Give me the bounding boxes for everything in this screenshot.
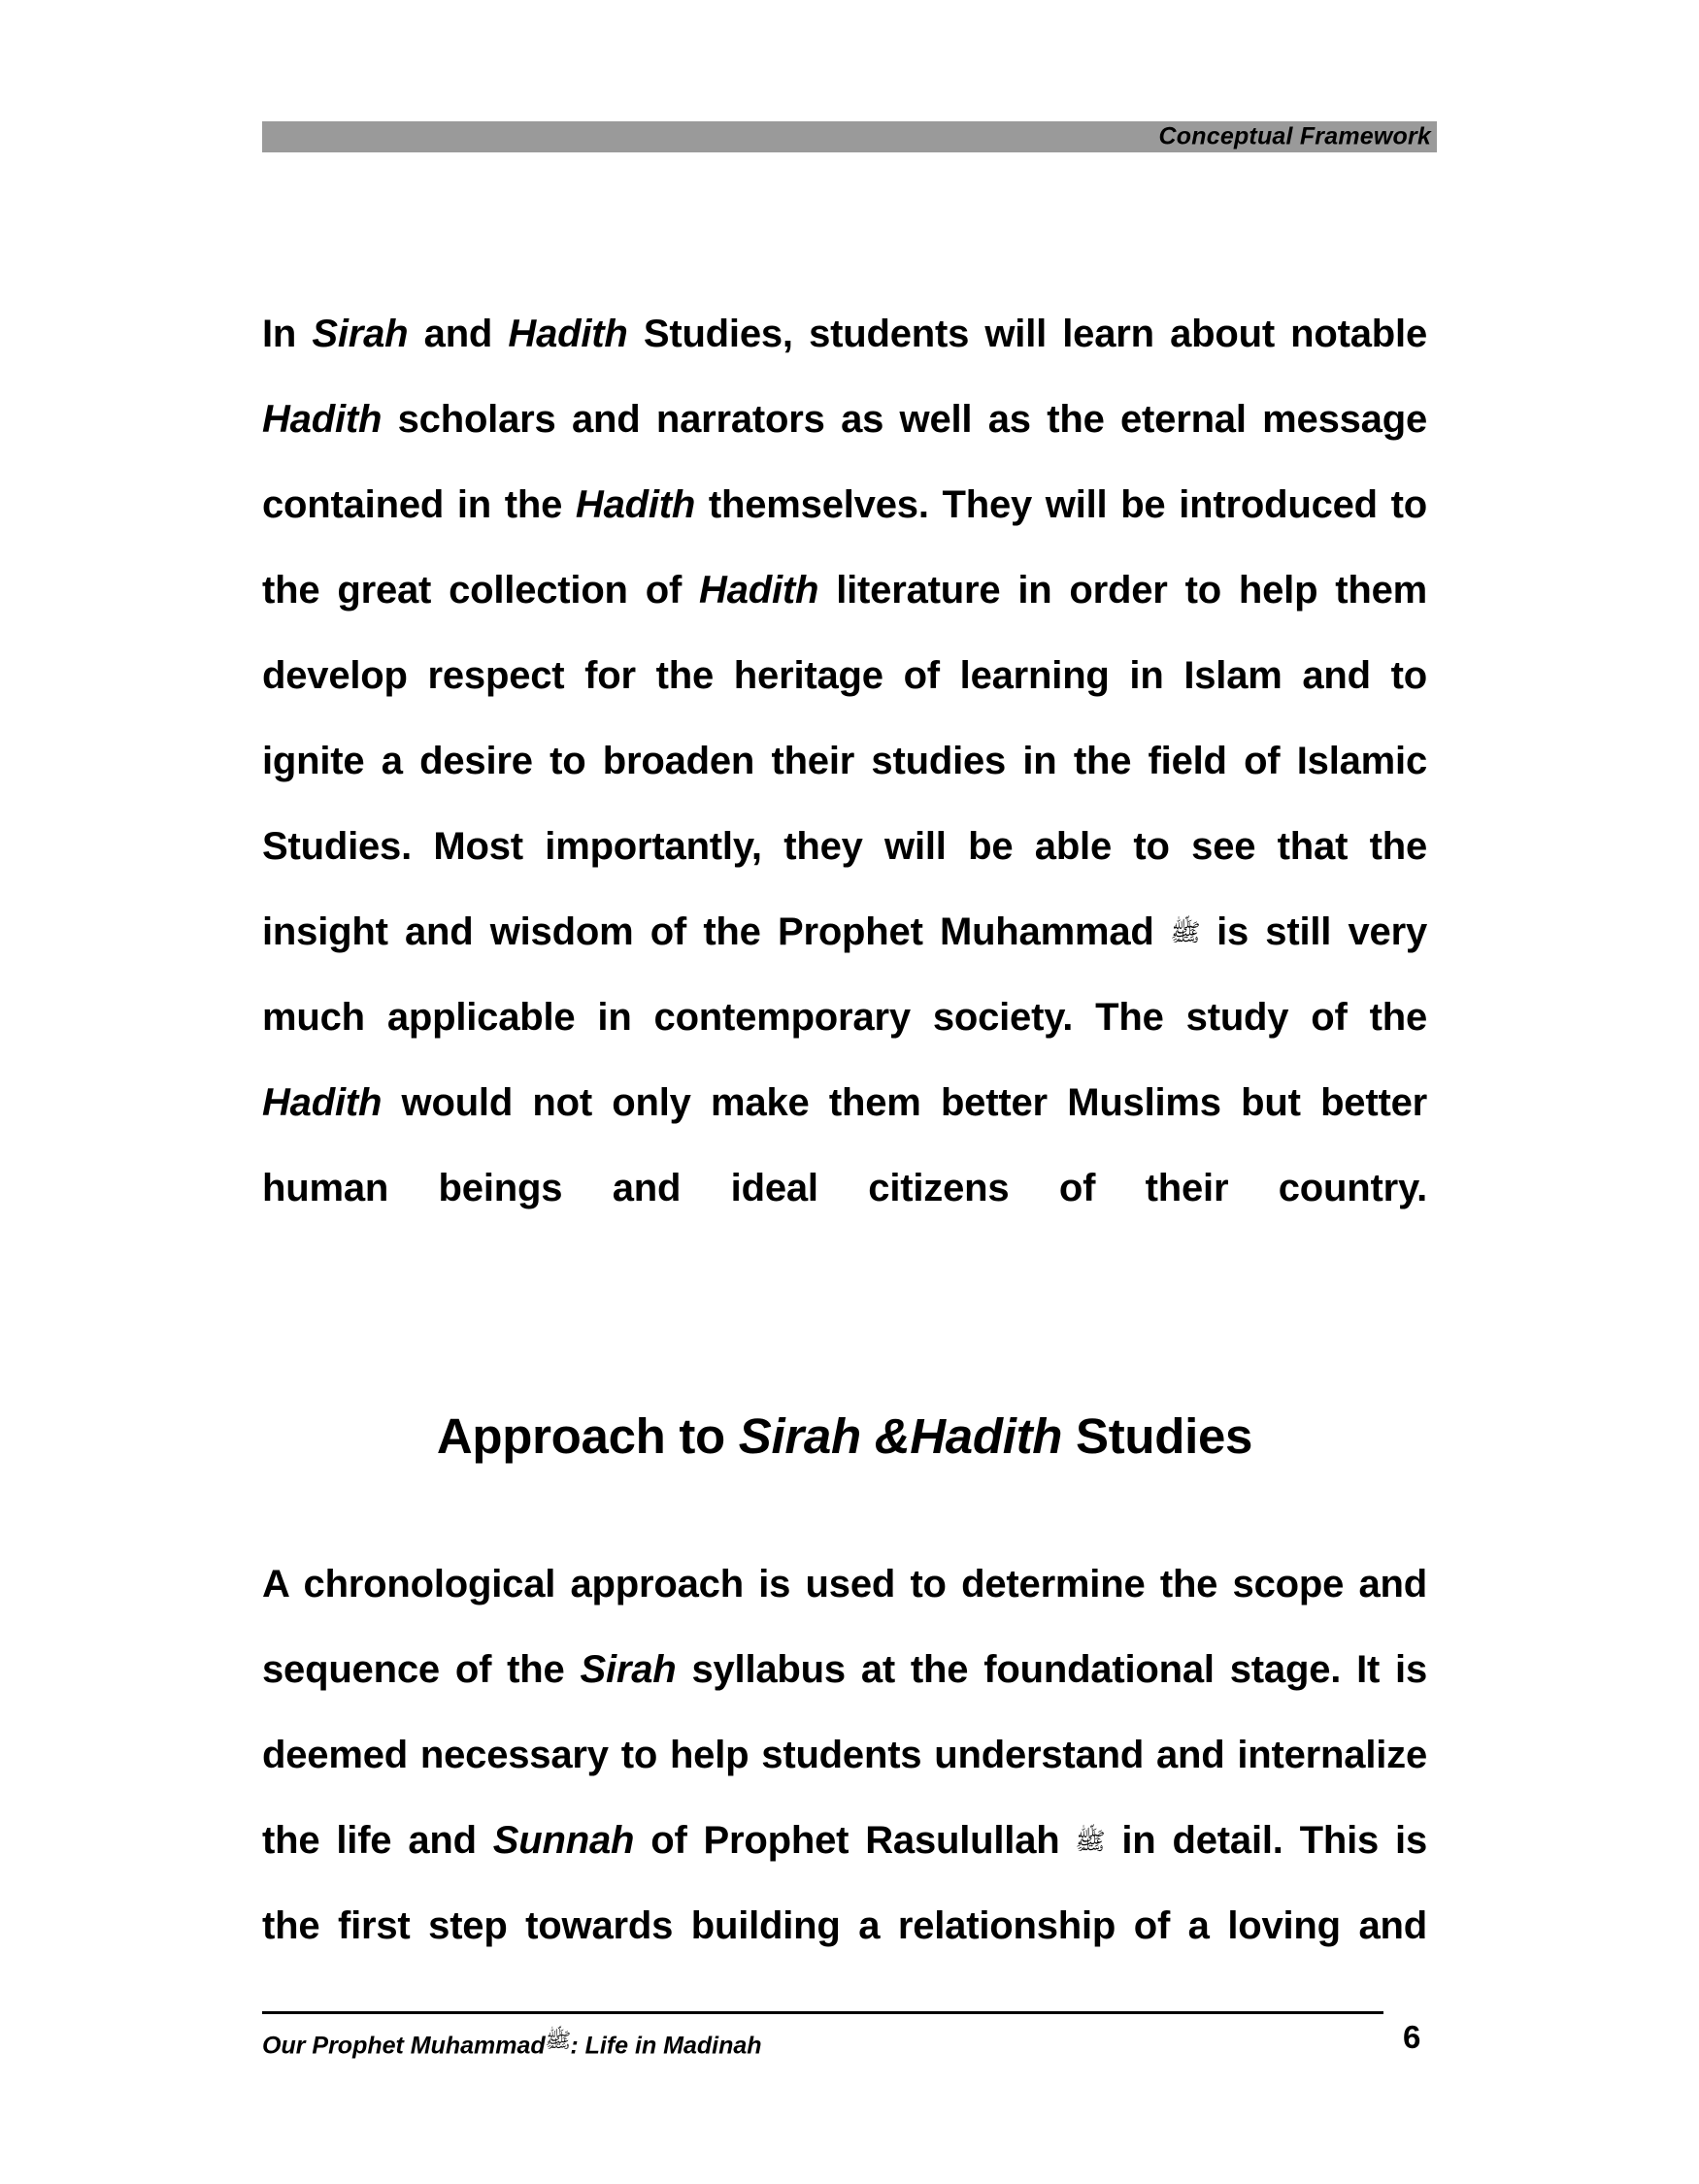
emphasis-text: Sunnah xyxy=(492,1819,635,1863)
emphasis-text: Sirah xyxy=(580,1648,677,1692)
footer-book-title: Our Prophet Muhammadﷺ: Life in Madinah xyxy=(262,2029,762,2060)
body-paragraph-1: In Sirah and Hadith Studies, students will learn about notable Hadith scholars and narrators as well as the eternal message contained in the Hadith themselves. They will be introduced to the great collection of Hadith literature in order to help them develop respect for the heritage of learning in Islam and to ignite a desire to broaden their studies in the field of Islamic Studies. Most importantly, they will be able to see that the insight and wisdom of the Prophet Muhammad ﷺ is still very much applicable in contemporary society. The study of the Hadith would not only make them better Muslims but better human beings and ideal citizens of their country. xyxy=(262,313,1428,1209)
section-heading: Approach to Sirah &Hadith Studies xyxy=(436,1408,1253,1464)
running-header-band xyxy=(262,121,1437,152)
spacer-after-heading xyxy=(262,1464,1427,1541)
emphasis-text: Hadith xyxy=(699,569,819,612)
spacer-before-heading xyxy=(262,1316,1427,1409)
footer-divider xyxy=(262,2011,1383,2014)
pbuh-honorific-glyph: ﷺ xyxy=(545,2029,572,2053)
page-content xyxy=(262,291,1427,2054)
emphasis-text: Sirah &Hadith xyxy=(738,1408,1063,1464)
running-header-title: Conceptual Framework xyxy=(1158,122,1431,150)
page-number: 6 xyxy=(1403,2019,1421,2055)
emphasis-text: Hadith xyxy=(262,398,383,441)
emphasis-text: Hadith xyxy=(262,1081,383,1124)
emphasis-text: Hadith xyxy=(575,483,696,526)
body-paragraph-2: A chronological approach is used to determine the scope and sequence of the Sirah syllabus at the foundational stage. It is deemed necessary to help students understand and internalize the life and Sunnah of Prophet Rasulullah ﷺ in detail. This is the first step towards building a relationship of a loving and xyxy=(262,1563,1427,1948)
emphasis-text: Sirah xyxy=(312,313,409,355)
pbuh-honorific-glyph: ﷺ xyxy=(1170,917,1201,946)
pbuh-honorific-glyph: ﷺ xyxy=(1075,1826,1107,1855)
emphasis-text: Hadith xyxy=(508,313,628,355)
